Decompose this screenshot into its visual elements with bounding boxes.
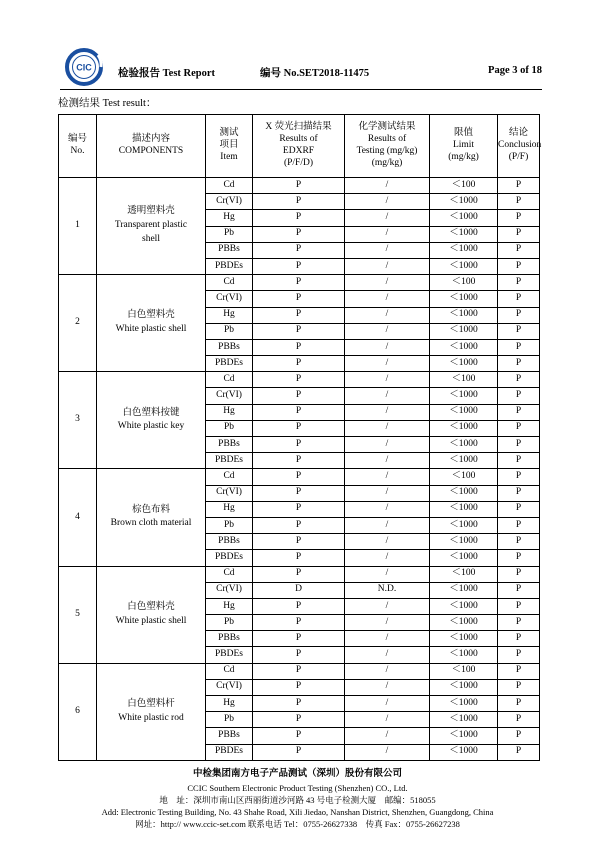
conclusion: P <box>498 307 540 323</box>
chemical-result: / <box>345 469 430 485</box>
component-name-cn: 白色塑料按键 <box>122 407 180 418</box>
chemical-result: / <box>345 647 430 663</box>
chemical-result: / <box>345 744 430 760</box>
limit: ＜1000 <box>430 210 498 226</box>
conclusion: P <box>498 178 540 194</box>
conclusion: P <box>498 258 540 274</box>
chemical-result: / <box>345 339 430 355</box>
limit: ＜1000 <box>430 696 498 712</box>
test-item: PBBs <box>206 339 253 355</box>
limit: ＜1000 <box>430 728 498 744</box>
test-item: Pb <box>206 517 253 533</box>
test-item: Hg <box>206 696 253 712</box>
conclusion: P <box>498 744 540 760</box>
conclusion: P <box>498 501 540 517</box>
conclusion: P <box>498 437 540 453</box>
conclusion: P <box>498 712 540 728</box>
edxrf-result: P <box>253 388 345 404</box>
component-name-cn: 棕色布料 <box>131 504 170 515</box>
test-item: Pb <box>206 615 253 631</box>
chemical-result: / <box>345 242 430 258</box>
limit: ＜1000 <box>430 339 498 355</box>
column-header-line: (mg/kg) <box>371 157 403 168</box>
page-number: Page 3 of 18 <box>488 65 542 76</box>
sample-number: 1 <box>59 178 97 275</box>
conclusion: P <box>498 534 540 550</box>
chemical-result: / <box>345 404 430 420</box>
conclusion: P <box>498 356 540 372</box>
column-header-line: (P/F/D) <box>283 157 314 168</box>
chemical-result: / <box>345 631 430 647</box>
chemical-result: / <box>345 194 430 210</box>
component-name-cn: 透明塑料壳 <box>127 206 175 217</box>
test-item: Pb <box>206 712 253 728</box>
section-title: 检测结果 Test result： <box>58 98 157 109</box>
edxrf-result: P <box>253 566 345 582</box>
component-description <box>97 566 206 663</box>
conclusion: P <box>498 517 540 533</box>
chemical-result: / <box>345 534 430 550</box>
test-item: Hg <box>206 598 253 614</box>
table-row <box>59 178 540 194</box>
test-item: Cr(VI) <box>206 194 253 210</box>
component-description <box>97 663 206 760</box>
column-header-1 <box>97 115 206 178</box>
edxrf-result: P <box>253 356 345 372</box>
footer-contact: 网址：http:// www.ccic-set.com 联系电话 Tel：0755-26627338 传真 Fax：0755-26627238 <box>135 819 460 829</box>
component-name-en: shell <box>142 233 160 244</box>
conclusion: P <box>498 404 540 420</box>
test-item: PBDEs <box>206 744 253 760</box>
column-header-line: 限值 <box>453 128 473 139</box>
limit: ＜1000 <box>430 437 498 453</box>
sample-number: 5 <box>59 566 97 663</box>
edxrf-result: P <box>253 469 345 485</box>
limit: ＜1000 <box>430 485 498 501</box>
edxrf-result: P <box>253 534 345 550</box>
chemical-result: / <box>345 178 430 194</box>
limit: ＜1000 <box>430 258 498 274</box>
chemical-result: / <box>345 598 430 614</box>
conclusion: P <box>498 453 540 469</box>
limit: ＜1000 <box>430 356 498 372</box>
edxrf-result: P <box>253 615 345 631</box>
edxrf-result: P <box>253 323 345 339</box>
chemical-result: / <box>345 323 430 339</box>
test-item: PBDEs <box>206 647 253 663</box>
edxrf-result: P <box>253 501 345 517</box>
edxrf-result: P <box>253 485 345 501</box>
chemical-result: / <box>345 501 430 517</box>
edxrf-result: P <box>253 258 345 274</box>
chemical-result: / <box>345 210 430 226</box>
limit: ＜100 <box>430 372 498 388</box>
edxrf-result: P <box>253 178 345 194</box>
column-header-line: 结论 <box>508 128 528 139</box>
column-header-4 <box>345 115 430 178</box>
conclusion: P <box>498 291 540 307</box>
limit: ＜1000 <box>430 517 498 533</box>
test-item: Cr(VI) <box>206 485 253 501</box>
footer-address-en: Add: Electronic Testing Building, No. 43 Shahe Road, Xili Jiedao, Nanshan District, Shenzhen, Guangdong, China <box>101 807 494 817</box>
conclusion: P <box>498 485 540 501</box>
chemical-result: / <box>345 291 430 307</box>
chemical-result: / <box>345 307 430 323</box>
column-header-6 <box>498 115 540 178</box>
test-item: Cd <box>206 178 253 194</box>
limit: ＜1000 <box>430 323 498 339</box>
conclusion: P <box>498 615 540 631</box>
edxrf-result: P <box>253 404 345 420</box>
limit: ＜1000 <box>430 550 498 566</box>
edxrf-result: P <box>253 712 345 728</box>
footer-address-cn: 地 址：深圳市南山区西丽街道沙河路 43 号电子检测大厦 邮编：518055 <box>159 795 436 805</box>
report-title: 检验报告 Test Report <box>118 68 216 79</box>
test-item: Pb <box>206 323 253 339</box>
column-header-3 <box>253 115 345 178</box>
limit: ＜1000 <box>430 534 498 550</box>
component-name-en: White plastic shell <box>115 324 187 335</box>
component-description <box>97 178 206 275</box>
edxrf-result: P <box>253 437 345 453</box>
chemical-result: / <box>345 566 430 582</box>
edxrf-result: P <box>253 696 345 712</box>
edxrf-result: P <box>253 631 345 647</box>
component-name-en: Transparent plastic <box>114 220 188 231</box>
conclusion: P <box>498 598 540 614</box>
svg-text:CIC: CIC <box>76 62 92 73</box>
chemical-result: / <box>345 712 430 728</box>
chemical-result: / <box>345 258 430 274</box>
sample-number: 6 <box>59 663 97 760</box>
test-item: Cr(VI) <box>206 679 253 695</box>
limit: ＜100 <box>430 663 498 679</box>
component-description <box>97 469 206 566</box>
chemical-result: / <box>345 453 430 469</box>
conclusion: P <box>498 663 540 679</box>
column-header-line: EDXRF <box>282 146 315 156</box>
conclusion: P <box>498 550 540 566</box>
report-header <box>60 47 542 95</box>
limit: ＜1000 <box>430 501 498 517</box>
report-number: 编号 No.SET2018-11475 <box>260 68 370 79</box>
chemical-result: / <box>345 728 430 744</box>
limit: ＜1000 <box>430 194 498 210</box>
footer-company-cn: 中检集团南方电子产品测试（深圳）股份有限公司 <box>192 769 402 779</box>
conclusion: P <box>498 388 540 404</box>
sample-number: 4 <box>59 469 97 566</box>
conclusion: P <box>498 226 540 242</box>
edxrf-result: P <box>253 453 345 469</box>
limit: ＜1000 <box>430 582 498 598</box>
limit: ＜1000 <box>430 404 498 420</box>
component-description <box>97 275 206 372</box>
edxrf-result: P <box>253 679 345 695</box>
limit: ＜1000 <box>430 631 498 647</box>
table-row <box>59 663 540 679</box>
edxrf-result: P <box>253 728 345 744</box>
column-header-line: 编号 <box>67 134 87 145</box>
edxrf-result: P <box>253 210 345 226</box>
test-item: Hg <box>206 307 253 323</box>
chemical-result: / <box>345 372 430 388</box>
test-item: Cd <box>206 663 253 679</box>
chemical-result: / <box>345 485 430 501</box>
chemical-result: / <box>345 517 430 533</box>
component-name-en: White plastic key <box>117 421 185 432</box>
edxrf-result: P <box>253 517 345 533</box>
component-name-cn: 白色塑料壳 <box>127 310 175 321</box>
test-item: PBBs <box>206 242 253 258</box>
chemical-result: / <box>345 437 430 453</box>
edxrf-result: P <box>253 663 345 679</box>
column-header-5 <box>430 115 498 178</box>
chemical-result: / <box>345 388 430 404</box>
edxrf-result: P <box>253 194 345 210</box>
chemical-result: N.D. <box>345 582 430 598</box>
conclusion: P <box>498 679 540 695</box>
conclusion: P <box>498 647 540 663</box>
edxrf-result: P <box>253 598 345 614</box>
footer-company-en: CCIC Southern Electronic Product Testing (Shenzhen) CO., Ltd. <box>187 783 408 793</box>
test-item: PBDEs <box>206 258 253 274</box>
table-header-row <box>59 115 540 178</box>
test-item: Cr(VI) <box>206 582 253 598</box>
conclusion: P <box>498 242 540 258</box>
edxrf-result: P <box>253 550 345 566</box>
limit: ＜1000 <box>430 388 498 404</box>
column-header-line: Conclusion <box>498 140 542 151</box>
limit: ＜100 <box>430 178 498 194</box>
column-header-line: (mg/kg) <box>448 151 479 162</box>
column-header-line: Testing (mg/kg) <box>356 146 418 156</box>
component-name-cn: 白色塑料壳 <box>127 601 175 612</box>
component-name-en: White plastic rod <box>118 712 184 723</box>
edxrf-result: P <box>253 307 345 323</box>
limit: ＜1000 <box>430 712 498 728</box>
column-header-line: X 荧光扫描结果 <box>265 122 332 133</box>
limit: ＜1000 <box>430 226 498 242</box>
chemical-result: / <box>345 275 430 291</box>
test-item: Cr(VI) <box>206 388 253 404</box>
test-item: Cr(VI) <box>206 291 253 307</box>
test-item: PBDEs <box>206 356 253 372</box>
column-header-line: 项目 <box>219 140 239 151</box>
test-item: Cd <box>206 566 253 582</box>
test-item: Hg <box>206 210 253 226</box>
limit: ＜1000 <box>430 744 498 760</box>
conclusion: P <box>498 728 540 744</box>
column-header-line: COMPONENTS <box>118 146 184 156</box>
edxrf-result: P <box>253 744 345 760</box>
chemical-result: / <box>345 420 430 436</box>
limit: ＜100 <box>430 566 498 582</box>
edxrf-result: D <box>253 582 345 598</box>
table-row <box>59 372 540 388</box>
test-item: Cd <box>206 469 253 485</box>
conclusion: P <box>498 339 540 355</box>
test-item: PBDEs <box>206 550 253 566</box>
header-rule <box>60 89 542 90</box>
edxrf-result: P <box>253 372 345 388</box>
conclusion: P <box>498 696 540 712</box>
column-header-2 <box>206 115 253 178</box>
column-header-line: 描述内容 <box>131 134 170 145</box>
table-body <box>59 178 540 761</box>
component-name-en: Brown cloth material <box>110 518 192 529</box>
limit: ＜100 <box>430 275 498 291</box>
chemical-result: / <box>345 696 430 712</box>
conclusion: P <box>498 631 540 647</box>
column-header-line: Limit <box>452 140 475 151</box>
component-description <box>97 372 206 469</box>
edxrf-result: P <box>253 291 345 307</box>
table-row <box>59 566 540 582</box>
test-item: Pb <box>206 226 253 242</box>
edxrf-result: P <box>253 420 345 436</box>
test-result-table <box>58 114 540 761</box>
test-item: Cd <box>206 275 253 291</box>
conclusion: P <box>498 420 540 436</box>
component-name-en: White plastic shell <box>115 615 187 626</box>
column-header-line: (P/F) <box>508 151 529 162</box>
limit: ＜1000 <box>430 679 498 695</box>
limit: ＜1000 <box>430 598 498 614</box>
column-header-line: 化学测试结果 <box>358 122 416 133</box>
conclusion: P <box>498 372 540 388</box>
limit: ＜1000 <box>430 647 498 663</box>
limit: ＜1000 <box>430 453 498 469</box>
test-item: PBBs <box>206 534 253 550</box>
test-item: PBBs <box>206 728 253 744</box>
chemical-result: / <box>345 615 430 631</box>
chemical-result: / <box>345 679 430 695</box>
limit: ＜1000 <box>430 291 498 307</box>
test-item: PBBs <box>206 631 253 647</box>
component-name-cn: 白色塑料杆 <box>127 698 175 709</box>
conclusion: P <box>498 323 540 339</box>
conclusion: P <box>498 210 540 226</box>
edxrf-result: P <box>253 226 345 242</box>
limit: ＜1000 <box>430 615 498 631</box>
limit: ＜1000 <box>430 307 498 323</box>
column-header-0 <box>59 115 97 178</box>
ccic-logo <box>60 47 108 87</box>
sample-number: 3 <box>59 372 97 469</box>
test-item: Hg <box>206 404 253 420</box>
conclusion: P <box>498 194 540 210</box>
test-item: PBBs <box>206 437 253 453</box>
column-header-line: Results of <box>367 134 407 145</box>
conclusion: P <box>498 469 540 485</box>
column-header-line: No. <box>70 146 85 156</box>
test-item: Hg <box>206 501 253 517</box>
limit: ＜100 <box>430 469 498 485</box>
test-item: Pb <box>206 420 253 436</box>
edxrf-result: P <box>253 339 345 355</box>
conclusion: P <box>498 275 540 291</box>
chemical-result: / <box>345 356 430 372</box>
chemical-result: / <box>345 226 430 242</box>
sample-number: 2 <box>59 275 97 372</box>
conclusion: P <box>498 566 540 582</box>
conclusion: P <box>498 582 540 598</box>
edxrf-result: P <box>253 242 345 258</box>
column-header-line: 测试 <box>219 128 239 139</box>
chemical-result: / <box>345 663 430 679</box>
test-item: PBDEs <box>206 453 253 469</box>
test-item: Cd <box>206 372 253 388</box>
edxrf-result: P <box>253 647 345 663</box>
column-header-line: Results of <box>279 134 318 145</box>
chemical-result: / <box>345 550 430 566</box>
column-header-line: Item <box>220 151 238 162</box>
limit: ＜1000 <box>430 420 498 436</box>
edxrf-result: P <box>253 275 345 291</box>
table-row <box>59 469 540 485</box>
limit: ＜1000 <box>430 242 498 258</box>
table-row <box>59 275 540 291</box>
